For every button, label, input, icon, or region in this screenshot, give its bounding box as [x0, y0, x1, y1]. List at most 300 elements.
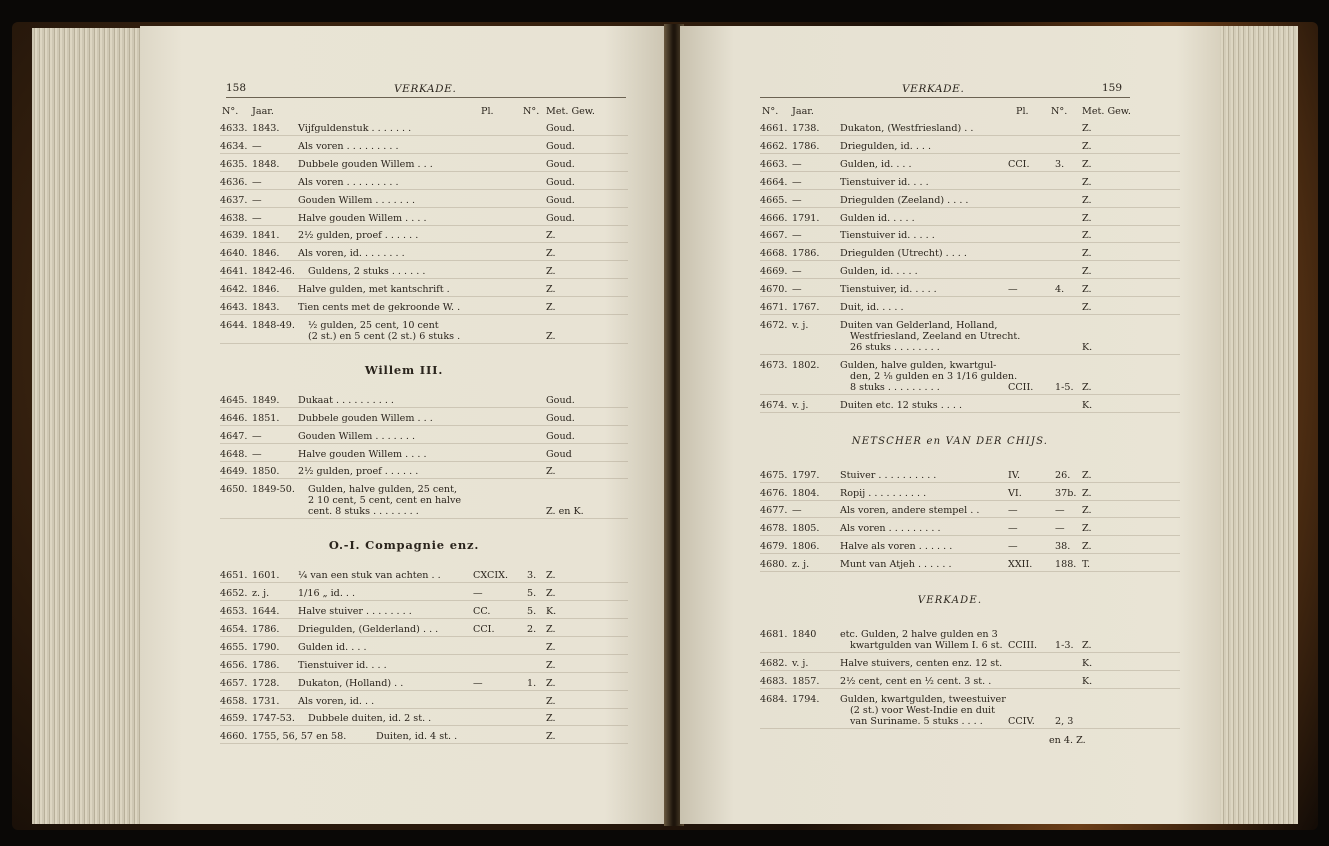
entry-metal: Z. — [546, 248, 556, 260]
row-rule — [220, 618, 628, 619]
entry-number: 4644. — [220, 319, 248, 331]
row-rule — [760, 652, 1180, 653]
row-rule — [760, 135, 1180, 136]
entry-number: 4643. — [220, 302, 248, 313]
entry-plate: — — [473, 677, 483, 689]
entry-number: 4668. — [760, 248, 788, 260]
entry-plate-number: — — [1055, 505, 1065, 517]
entry-number: 4681. — [760, 629, 788, 640]
entry-description: Dubbele gouden Willem . . . — [298, 412, 433, 424]
entry-plate-number: 38. — [1055, 541, 1071, 553]
entry-number: 4655. — [220, 641, 248, 653]
entry-metal: Z. — [546, 713, 556, 725]
entry-description: Halve gouden Willem . . . . — [298, 212, 427, 224]
entry-number: 4636. — [220, 176, 248, 188]
entry-number: 4656. — [220, 659, 248, 671]
entry-year: v. j. — [792, 319, 809, 331]
entry-description: Halve gouden Willem . . . . — [298, 448, 427, 460]
header-rule — [226, 97, 626, 98]
entry-year: 1843. — [252, 123, 280, 134]
page-number: 159 — [1102, 82, 1123, 94]
entry-metal: Z. — [1082, 248, 1092, 260]
entry-metal: Z. — [546, 695, 556, 707]
entry-plate-number: 1-5. — [1055, 381, 1074, 393]
entry-number: 4633. — [220, 123, 248, 134]
row-rule — [220, 425, 628, 426]
entry-year: 1644. — [252, 606, 280, 617]
entry-description: Halve stuiver . . . . . . . . — [298, 606, 412, 617]
entry-plate: — — [1008, 523, 1018, 535]
entry-description: 8 stuks . . . . . . . . . — [850, 381, 940, 393]
entry-description: Duit, id. . . . . — [840, 302, 904, 313]
entry-metal: K. — [1082, 657, 1093, 669]
entry-plate: CCIV. — [1008, 715, 1035, 727]
entry-description: Guldens, 2 stuks . . . . . . — [308, 266, 426, 278]
entry-number: 4637. — [220, 194, 248, 206]
entry-plate: — — [1008, 284, 1018, 296]
row-rule — [760, 482, 1180, 483]
row-rule — [220, 672, 628, 673]
row-rule — [220, 189, 628, 190]
entry-metal: Z. — [546, 330, 556, 342]
entry-plate: IV. — [1008, 469, 1021, 481]
entry-year: 1738. — [792, 123, 820, 134]
entry-description: 2 10 cent, 5 cent, cent en halve — [308, 495, 462, 507]
entry-year: v. j. — [792, 657, 809, 669]
entry-year: — — [792, 505, 802, 517]
entry-number: 4654. — [220, 623, 248, 635]
entry-metal: K. — [1082, 341, 1093, 353]
entry-number: 4664. — [760, 176, 788, 188]
entry-year: 1840 — [792, 629, 817, 640]
entry-year: — — [792, 158, 802, 170]
col-header-no: N°. — [222, 106, 239, 117]
row-rule — [220, 171, 628, 172]
entry-metal: Z. — [546, 570, 556, 582]
entry-year: — — [252, 430, 262, 442]
row-rule — [220, 153, 628, 154]
entry-number: 4680. — [760, 559, 788, 571]
entry-description: Als voren, id. . . — [298, 695, 375, 707]
row-rule — [220, 600, 628, 601]
entry-description: Tienstuiver id. . . . — [298, 659, 387, 671]
col-header-pl: Pl. — [481, 106, 494, 117]
header-rule — [760, 97, 1130, 98]
entry-description: Gulden id. . . . . — [840, 212, 915, 224]
row-rule — [220, 690, 628, 691]
entry-number: 4674. — [760, 399, 788, 411]
row-rule — [220, 278, 628, 279]
entry-description: Dukaton, (Holland) . . — [298, 677, 404, 689]
entry-description: Als voren, id. . . . . . . . — [298, 248, 405, 260]
page-number: 158 — [226, 82, 247, 94]
entry-metal: Goud. — [546, 123, 575, 134]
entry-year: z. j. — [252, 588, 270, 600]
entry-metal: T. — [1082, 559, 1091, 571]
row-rule — [760, 242, 1180, 243]
row-rule — [760, 571, 1180, 572]
entry-description: kwartgulden van Willem I. 6 st. — [850, 640, 1003, 651]
entry-number: 4657. — [220, 677, 248, 689]
entry-description: 26 stuks . . . . . . . . — [850, 341, 940, 353]
left-page — [140, 26, 668, 824]
entry-metal: Goud. — [546, 194, 575, 206]
entry-year: 1601. — [252, 570, 280, 582]
entry-description: Gouden Willem . . . . . . . — [298, 194, 416, 206]
col-header-year: Jaar. — [792, 106, 814, 117]
entry-plate-number: 5. — [527, 588, 537, 600]
entry-number: 4662. — [760, 140, 788, 152]
entry-year: 1805. — [792, 523, 820, 535]
entry-metal: Z. — [1082, 469, 1092, 481]
entry-number: 4653. — [220, 606, 248, 617]
entry-year: 1857. — [792, 675, 820, 687]
row-rule — [760, 296, 1180, 297]
row-rule — [220, 242, 628, 243]
entry-year: 1755, 56, 57 en 58. — [252, 731, 347, 743]
entry-year: 1797. — [792, 469, 820, 481]
entry-year: 1850. — [252, 466, 280, 478]
page-edges-left — [32, 28, 152, 824]
entry-metal: Goud. — [546, 430, 575, 442]
entry-number: 4672. — [760, 319, 788, 331]
entry-number: 4649. — [220, 466, 248, 478]
entry-plate: CC. — [473, 606, 491, 617]
entry-description: 2½ cent, cent en ½ cent. 3 st. . — [840, 675, 992, 687]
entry-description: Driegulden, (Gelderland) . . . — [298, 623, 439, 635]
entry-number: 4675. — [760, 469, 788, 481]
entry-year: 1786. — [252, 659, 280, 671]
row-rule — [760, 517, 1180, 518]
entry-metal: Z. — [1082, 541, 1092, 553]
entry-number: 4642. — [220, 284, 248, 296]
entry-metal: Z. — [1082, 640, 1092, 651]
entry-metal: Z. — [546, 230, 556, 242]
entry-year: — — [792, 176, 802, 188]
entry-number: 4640. — [220, 248, 248, 260]
entry-plate: CCI. — [1008, 158, 1030, 170]
entry-description: Tienstuiver, id. . . . . — [840, 284, 937, 296]
row-rule — [220, 708, 628, 709]
entry-description: Dukaton, (Westfriesland) . . — [840, 123, 974, 134]
entry-number: 4651. — [220, 570, 248, 582]
entry-metal: Z. — [1082, 381, 1092, 393]
entry-plate-number: — — [1055, 523, 1065, 535]
entry-year: 1851. — [252, 412, 280, 424]
entry-metal: Z. — [546, 302, 556, 313]
entry-number: 4648. — [220, 448, 248, 460]
entry-description: den, 2 ⅛ gulden en 3 1/16 gulden. — [850, 370, 1018, 382]
entry-plate: — — [1008, 541, 1018, 553]
entry-plate: CCII. — [1008, 381, 1034, 393]
entry-metal: Z. — [546, 266, 556, 278]
entry-number: 4684. — [760, 693, 788, 705]
entry-number: 4669. — [760, 266, 788, 278]
entry-year: 1786. — [792, 140, 820, 152]
entry-plate: VI. — [1008, 487, 1022, 499]
entry-year: 1849-50. — [252, 484, 295, 496]
row-rule — [220, 135, 628, 136]
entry-year: — — [792, 194, 802, 206]
entry-description: 2½ gulden, proef . . . . . . — [298, 230, 419, 242]
running-head: VERKADE. — [902, 83, 965, 95]
row-rule — [760, 207, 1180, 208]
entry-number: 4645. — [220, 394, 248, 406]
entry-description: Dukaat . . . . . . . . . . — [298, 394, 394, 406]
entry-description: Dubbele duiten, id. 2 st. . — [308, 713, 432, 725]
row-rule — [760, 670, 1180, 671]
entry-description: van Suriname. 5 stuks . . . . — [850, 715, 983, 727]
entry-year: 1794. — [792, 693, 820, 705]
entry-year: 1846. — [252, 284, 280, 296]
entry-metal: Z. — [546, 623, 556, 635]
entry-metal: Goud. — [546, 394, 575, 406]
row-rule — [760, 278, 1180, 279]
row-rule — [760, 394, 1180, 395]
entry-metal: Goud. — [546, 140, 575, 152]
entry-description: Driegulden, id. . . . — [840, 140, 932, 152]
entry-description: Driegulden (Utrecht) . . . . — [840, 248, 967, 260]
entry-number: 4652. — [220, 588, 248, 600]
entry-metal: K. — [1082, 675, 1093, 687]
entry-description: Tienstuiver id. . . . — [840, 176, 929, 188]
entry-description: Stuiver . . . . . . . . . . — [840, 469, 937, 481]
row-rule — [760, 688, 1180, 689]
entry-metal: Z. — [1082, 302, 1092, 313]
row-rule — [220, 314, 628, 315]
entry-metal: Z. — [546, 659, 556, 671]
row-rule — [760, 412, 1180, 413]
entry-metal: Z. en K. — [546, 506, 584, 518]
entry-metal: Goud. — [546, 412, 575, 424]
entry-extra: en 4. Z. — [1049, 734, 1086, 746]
row-rule — [760, 171, 1180, 172]
entry-description: (2 st.) voor West-Indie en duit — [850, 704, 995, 716]
entry-description: Duiten, id. 4 st. . — [376, 731, 458, 743]
entry-metal: Goud — [546, 448, 572, 460]
entry-metal: Goud. — [546, 212, 575, 224]
row-rule — [220, 743, 628, 744]
entry-year: — — [252, 194, 262, 206]
entry-metal: K. — [546, 606, 557, 617]
row-rule — [760, 225, 1180, 226]
entry-description: Gulden, id. . . . . — [840, 266, 918, 278]
entry-metal: K. — [1082, 399, 1093, 411]
col-header-no2: N°. — [1051, 106, 1068, 117]
entry-plate: — — [1008, 505, 1018, 517]
entry-year: 1728. — [252, 677, 280, 689]
entry-number: 4658. — [220, 695, 248, 707]
entry-description: Driegulden (Zeeland) . . . . — [840, 194, 969, 206]
entry-metal: Z. — [546, 588, 556, 600]
entry-description: Gulden, kwartgulden, tweestuiver — [840, 693, 1006, 705]
row-rule — [220, 343, 628, 344]
entry-description: Gouden Willem . . . . . . . — [298, 430, 416, 442]
entry-year: 1791. — [792, 212, 820, 224]
entry-number: 4683. — [760, 675, 788, 687]
entry-number: 4650. — [220, 484, 248, 496]
row-rule — [220, 207, 628, 208]
entry-year: 1790. — [252, 641, 280, 653]
entry-year: 1747-53. — [252, 713, 295, 725]
entry-metal: Z. — [546, 466, 556, 478]
entry-description: ½ gulden, 25 cent, 10 cent — [308, 319, 439, 331]
entry-number: 4638. — [220, 212, 248, 224]
row-rule — [220, 478, 628, 479]
entry-description: Gulden, halve gulden, kwartgul- — [840, 359, 997, 371]
entry-number: 4639. — [220, 230, 248, 242]
entry-number: 4646. — [220, 412, 248, 424]
entry-number: 4634. — [220, 140, 248, 152]
entry-year: 1802. — [792, 359, 820, 371]
row-rule — [760, 535, 1180, 536]
entry-year: z. j. — [792, 559, 810, 571]
entry-metal: Z. — [546, 677, 556, 689]
col-header-met: Met. Gew. — [546, 106, 595, 117]
section-title: O.-I. Compagnie enz. — [328, 538, 480, 553]
row-rule — [220, 407, 628, 408]
row-rule — [220, 582, 628, 583]
entry-number: 4676. — [760, 487, 788, 499]
entry-number: 4682. — [760, 657, 788, 669]
entry-plate-number: 188. — [1055, 559, 1077, 571]
row-rule — [760, 354, 1180, 355]
entry-year: 1786. — [792, 248, 820, 260]
row-rule — [220, 518, 628, 519]
entry-number: 4661. — [760, 123, 788, 134]
row-rule — [760, 314, 1180, 315]
entry-number: 4665. — [760, 194, 788, 206]
entry-number: 4679. — [760, 541, 788, 553]
entry-year: — — [252, 176, 262, 188]
entry-year: 1848-49. — [252, 319, 295, 331]
section-title: VERKADE. — [917, 595, 983, 606]
entry-description: Tienstuiver id. . . . . — [840, 230, 935, 242]
entry-plate: CCIII. — [1008, 640, 1038, 651]
entry-description: ¼ van een stuk van achten . . — [298, 570, 441, 582]
entry-year: — — [792, 284, 802, 296]
row-rule — [760, 553, 1180, 554]
entry-description: Duiten van Gelderland, Holland, — [840, 319, 998, 331]
entry-number: 4660. — [220, 731, 248, 743]
entry-description: Vijfguldenstuk . . . . . . . — [298, 123, 412, 134]
entry-year: 1804. — [792, 487, 820, 499]
entry-metal: Z. — [1082, 140, 1092, 152]
entry-plate-number: 1. — [527, 677, 537, 689]
row-rule — [220, 461, 628, 462]
entry-number: 4647. — [220, 430, 248, 442]
entry-plate: CXCIX. — [473, 570, 509, 582]
section-title: Willem III. — [364, 362, 444, 377]
entry-number: 4677. — [760, 505, 788, 517]
entry-plate-number: 3. — [1055, 158, 1065, 170]
entry-year: v. j. — [792, 399, 809, 411]
entry-description: Gulden, halve gulden, 25 cent, — [308, 484, 457, 496]
right-page — [680, 26, 1220, 824]
entry-description: Duiten etc. 12 stuks . . . . — [840, 399, 963, 411]
entry-description: Halve als voren . . . . . . — [840, 541, 953, 553]
entry-description: Ropij . . . . . . . . . . — [840, 487, 927, 499]
row-rule — [220, 443, 628, 444]
entry-year: — — [252, 140, 262, 152]
col-header-met: Met. Gew. — [1082, 106, 1131, 117]
entry-metal: Z. — [1082, 505, 1092, 517]
entry-number: 4667. — [760, 230, 788, 242]
entry-metal: Z. — [1082, 284, 1092, 296]
entry-description: etc. Gulden, 2 halve gulden en 3 — [840, 629, 998, 640]
entry-number: 4663. — [760, 158, 788, 170]
row-rule — [220, 296, 628, 297]
entry-description: cent. 8 stuks . . . . . . . . — [308, 506, 419, 518]
entry-metal: Z. — [1082, 158, 1092, 170]
entry-description: Gulden, id. . . . — [840, 158, 912, 170]
entry-metal: Z. — [546, 641, 556, 653]
entry-description: Als voren . . . . . . . . . — [840, 523, 941, 535]
entry-year: 1846. — [252, 248, 280, 260]
entry-plate: — — [473, 588, 483, 600]
entry-year: 1786. — [252, 623, 280, 635]
col-header-pl: Pl. — [1016, 106, 1029, 117]
entry-metal: Z. — [1082, 212, 1092, 224]
entry-year: 1843. — [252, 302, 280, 313]
entry-description: (2 st.) en 5 cent (2 st.) 6 stuks . — [308, 330, 461, 342]
entry-year: — — [252, 448, 262, 460]
entry-description: Halve gulden, met kantschrift . — [298, 284, 450, 296]
entry-plate-number: 3. — [527, 570, 537, 582]
entry-description: Als voren . . . . . . . . . — [298, 176, 399, 188]
entry-number: 4678. — [760, 523, 788, 535]
col-header-year: Jaar. — [252, 106, 274, 117]
entry-metal: Goud. — [546, 176, 575, 188]
entry-year: — — [792, 266, 802, 278]
entry-metal: Goud. — [546, 158, 575, 170]
row-rule — [220, 225, 628, 226]
row-rule — [220, 654, 628, 655]
entry-year: 1767. — [792, 302, 820, 313]
col-header-no: N°. — [762, 106, 779, 117]
entry-metal: Z. — [1082, 266, 1092, 278]
entry-description: 1/16 „ id. . . — [298, 588, 356, 600]
entry-number: 4666. — [760, 212, 788, 224]
entry-description: Tien cents met de gekroonde W. . — [298, 302, 461, 313]
entry-plate-number: 2, 3 — [1055, 715, 1074, 727]
row-rule — [220, 636, 628, 637]
entry-metal: Z. — [1082, 194, 1092, 206]
entry-number: 4671. — [760, 302, 788, 313]
entry-description: Dubbele gouden Willem . . . — [298, 158, 433, 170]
entry-metal: Z. — [1082, 123, 1092, 134]
entry-description: 2½ gulden, proef . . . . . . — [298, 466, 419, 478]
row-rule — [760, 189, 1180, 190]
entry-plate-number: 2. — [527, 623, 537, 635]
entry-description: Gulden id. . . . — [298, 641, 367, 653]
row-rule — [760, 500, 1180, 501]
entry-metal: Z. — [1082, 230, 1092, 242]
entry-metal: Z. — [1082, 176, 1092, 188]
running-head: VERKADE. — [394, 83, 457, 95]
entry-number: 4659. — [220, 713, 248, 725]
col-header-no2: N°. — [523, 106, 540, 117]
entry-plate-number: 37b. — [1055, 487, 1077, 499]
entry-metal: Z. — [546, 284, 556, 296]
entry-plate-number: 1-3. — [1055, 640, 1074, 651]
row-rule — [760, 153, 1180, 154]
entry-number: 4635. — [220, 158, 248, 170]
entry-metal: Z. — [546, 731, 556, 743]
entry-description: Halve stuivers, centen enz. 12 st. — [840, 657, 1003, 669]
entry-year: 1731. — [252, 695, 280, 707]
entry-year: — — [252, 212, 262, 224]
